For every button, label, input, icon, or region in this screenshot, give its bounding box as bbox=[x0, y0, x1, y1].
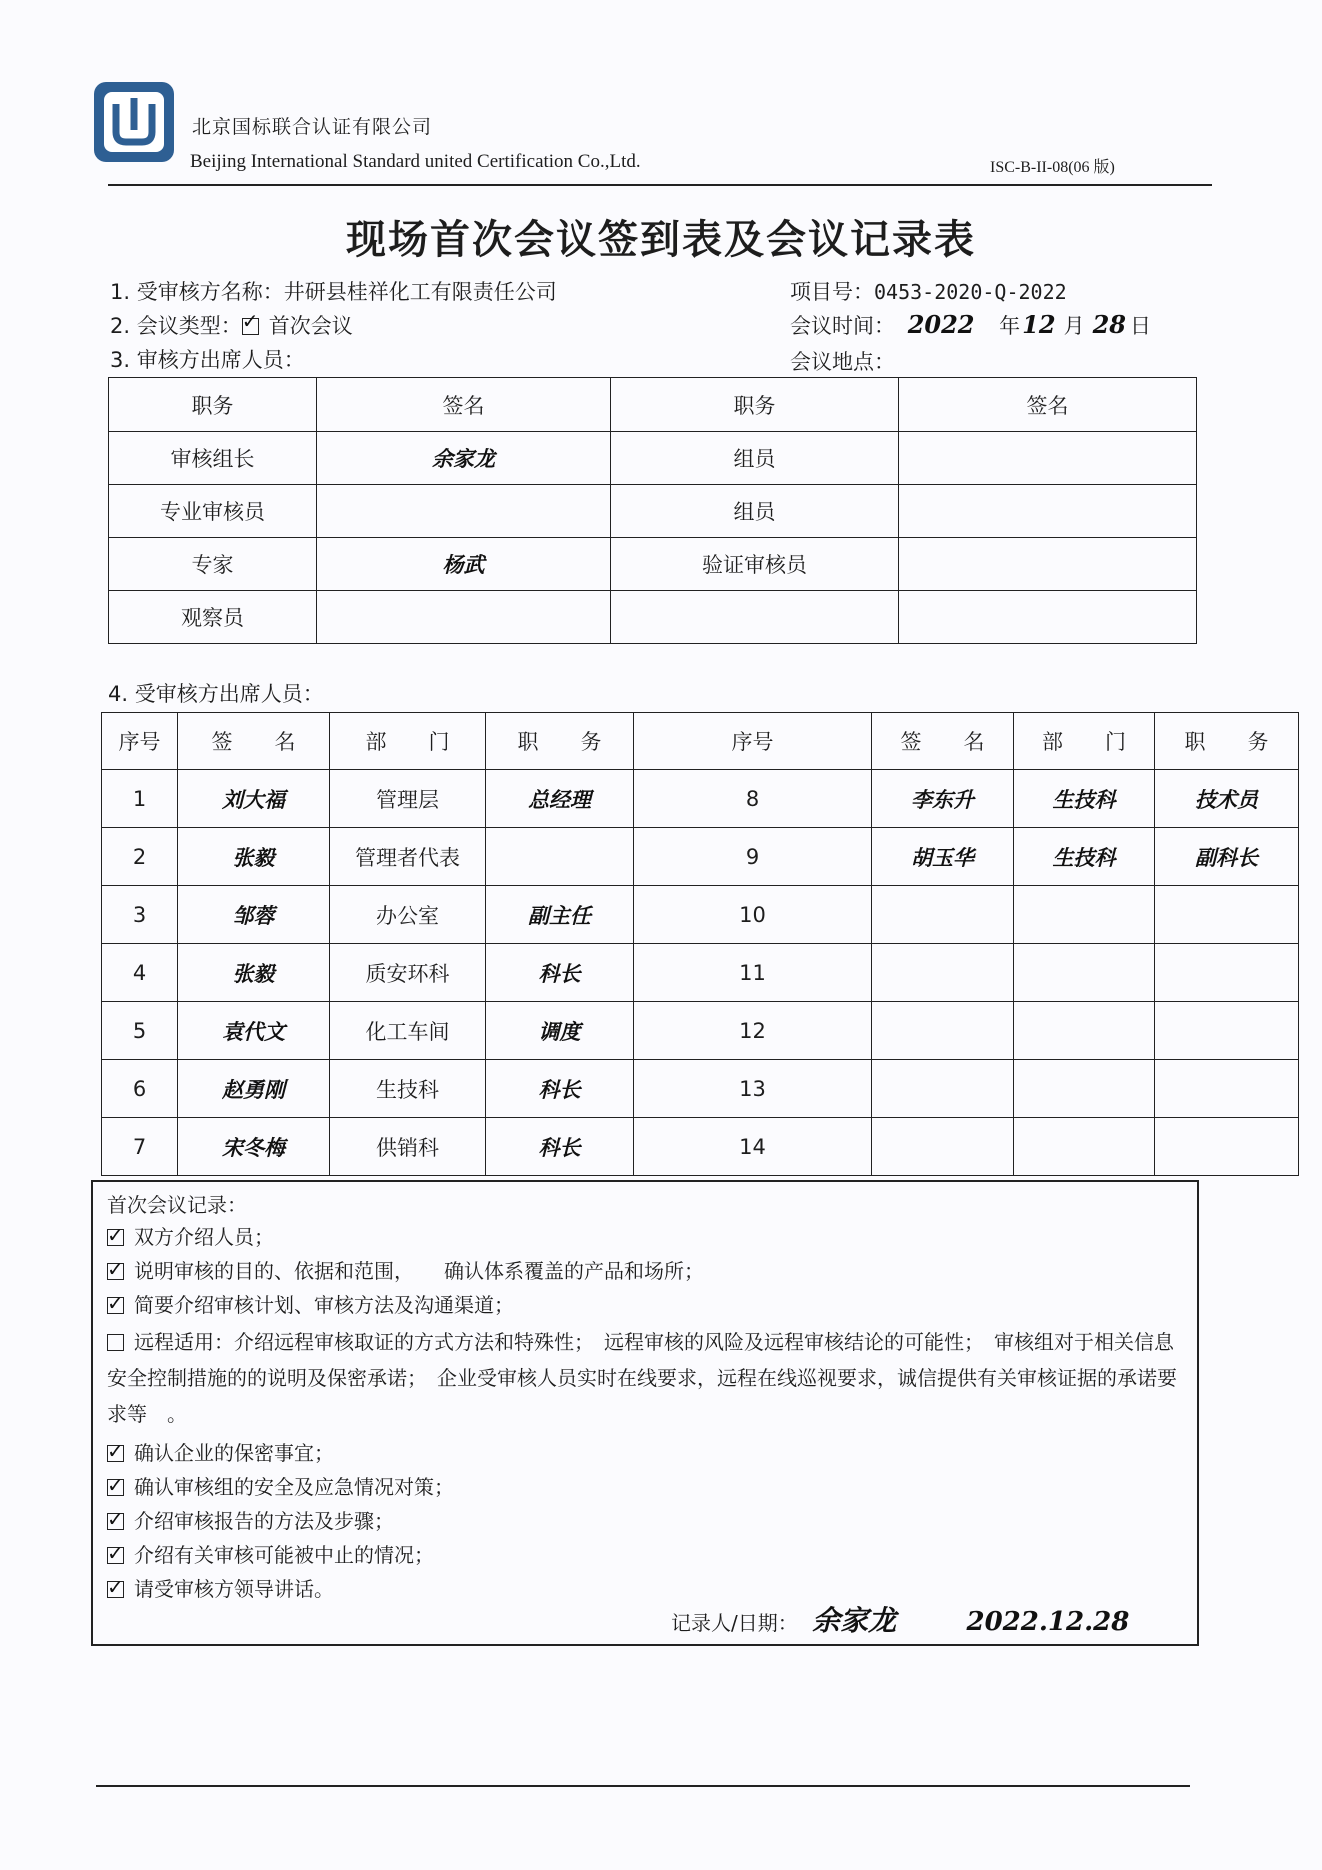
item-text: 请受审核方领导讲话。 bbox=[134, 1577, 334, 1601]
signature-cell[interactable] bbox=[317, 485, 611, 538]
role-cell bbox=[611, 591, 899, 644]
department-cell[interactable]: 生技科 bbox=[1014, 770, 1155, 828]
position-cell[interactable]: 副科长 bbox=[1155, 828, 1299, 886]
number-cell: 12 bbox=[634, 1002, 872, 1060]
year-label: 年 bbox=[999, 314, 1021, 338]
signature-cell[interactable] bbox=[872, 886, 1014, 944]
table-row bbox=[102, 944, 1299, 1002]
position-cell[interactable]: 科长 bbox=[486, 944, 634, 1002]
item-checkbox[interactable] bbox=[107, 1547, 124, 1564]
item-checkbox[interactable] bbox=[107, 1297, 124, 1314]
meeting-day: 28 bbox=[1092, 310, 1126, 339]
position-cell[interactable] bbox=[1155, 1118, 1299, 1176]
auditee-value: 井研县桂祥化工有限责任公司 bbox=[283, 280, 557, 304]
department-cell[interactable] bbox=[1014, 1060, 1155, 1118]
item-text: 确认企业的保密事宜； bbox=[134, 1441, 334, 1465]
number-cell: 7 bbox=[102, 1118, 178, 1176]
department-cell: 化工车间 bbox=[330, 1002, 486, 1060]
table-row bbox=[102, 1002, 1299, 1060]
department-cell[interactable]: 生技科 bbox=[1014, 828, 1155, 886]
role-cell: 组员 bbox=[611, 485, 899, 538]
item-checkbox[interactable] bbox=[107, 1229, 124, 1246]
first-meeting-checkbox[interactable] bbox=[242, 318, 259, 335]
page-title: 现场首次会议签到表及会议记录表 bbox=[346, 217, 976, 263]
position-cell[interactable]: 科长 bbox=[486, 1118, 634, 1176]
department-cell: 管理者代表 bbox=[330, 828, 486, 886]
header-cell: 签 名 bbox=[178, 713, 330, 770]
company-logo bbox=[92, 80, 176, 164]
minutes-item bbox=[107, 1290, 514, 1320]
role-cell: 组员 bbox=[611, 432, 899, 485]
meeting-type-line bbox=[110, 310, 353, 340]
department-cell: 供销科 bbox=[330, 1118, 486, 1176]
table-row bbox=[102, 1118, 1299, 1176]
minutes-heading: 首次会议记录： bbox=[107, 1193, 247, 1217]
minutes-item bbox=[107, 1222, 274, 1252]
header-cell: 职 务 bbox=[486, 713, 634, 770]
item-checkbox[interactable] bbox=[107, 1263, 124, 1280]
signature-cell[interactable]: 袁代文 bbox=[178, 1002, 330, 1060]
position-cell[interactable] bbox=[1155, 1060, 1299, 1118]
meeting-type-label: 2. 会议类型： bbox=[110, 314, 242, 338]
signature-cell[interactable] bbox=[899, 591, 1197, 644]
signature-cell[interactable]: 张毅 bbox=[178, 944, 330, 1002]
meeting-year: 2022 bbox=[907, 310, 975, 339]
position-cell[interactable]: 总经理 bbox=[486, 770, 634, 828]
project-number: 0453-2020-Q-2022 bbox=[874, 280, 1067, 304]
item-text: 介绍有关审核可能被中止的情况； bbox=[134, 1543, 434, 1567]
department-cell[interactable] bbox=[1014, 1002, 1155, 1060]
table-row bbox=[109, 485, 1197, 538]
recorder-date[interactable]: 2022.12.28 bbox=[966, 1607, 1130, 1637]
table-row bbox=[109, 591, 1197, 644]
table-row bbox=[102, 770, 1299, 828]
number-cell: 13 bbox=[634, 1060, 872, 1118]
table-header-row bbox=[109, 378, 1197, 432]
number-cell: 6 bbox=[102, 1060, 178, 1118]
company-name-cn: 北京国标联合认证有限公司 bbox=[192, 116, 433, 138]
auditee-attendees-label: 4. 受审核方出席人员： bbox=[108, 682, 324, 706]
document-code: ISC-B-II-08(06 版) bbox=[990, 159, 1115, 176]
signature-cell[interactable]: 赵勇刚 bbox=[178, 1060, 330, 1118]
minutes-item bbox=[107, 1256, 704, 1286]
number-cell: 2 bbox=[102, 828, 178, 886]
item-checkbox[interactable] bbox=[107, 1581, 124, 1598]
signature-cell[interactable] bbox=[872, 1060, 1014, 1118]
number-cell: 1 bbox=[102, 770, 178, 828]
table-row bbox=[109, 538, 1197, 591]
department-cell: 管理层 bbox=[330, 770, 486, 828]
item-checkbox[interactable] bbox=[107, 1479, 124, 1496]
remote-audit-checkbox[interactable] bbox=[107, 1334, 124, 1351]
minutes-item bbox=[107, 1574, 334, 1604]
position-cell[interactable]: 调度 bbox=[486, 1002, 634, 1060]
department-cell[interactable] bbox=[1014, 1118, 1155, 1176]
header-cell: 序号 bbox=[634, 713, 872, 770]
footer-rule bbox=[96, 1785, 1190, 1787]
position-cell[interactable] bbox=[1155, 944, 1299, 1002]
department-cell[interactable] bbox=[1014, 944, 1155, 1002]
minutes-item bbox=[107, 1472, 454, 1502]
number-cell: 11 bbox=[634, 944, 872, 1002]
role-cell: 专家 bbox=[109, 538, 317, 591]
item-text: 说明审核的目的、依据和范围， 确认体系覆盖的产品和场所； bbox=[134, 1259, 704, 1283]
project-label: 项目号： bbox=[790, 280, 874, 304]
department-cell: 质安环科 bbox=[330, 944, 486, 1002]
header-cell: 签 名 bbox=[872, 713, 1014, 770]
number-cell: 14 bbox=[634, 1118, 872, 1176]
recorder-signature[interactable]: 余家龙 bbox=[812, 1604, 897, 1637]
table-header-row bbox=[102, 713, 1299, 770]
item-checkbox[interactable] bbox=[107, 1445, 124, 1462]
number-cell: 4 bbox=[102, 944, 178, 1002]
position-cell[interactable] bbox=[1155, 886, 1299, 944]
position-cell[interactable] bbox=[486, 828, 634, 886]
position-cell[interactable] bbox=[1155, 1002, 1299, 1060]
company-name-en: Beijing International Standard united Certification Co.,Ltd. bbox=[190, 151, 641, 172]
header-cell: 签名 bbox=[899, 378, 1197, 432]
auditor-attendance-table bbox=[108, 377, 1197, 644]
project-line bbox=[790, 276, 1067, 306]
signature-cell[interactable]: 刘大福 bbox=[178, 770, 330, 828]
signature-cell[interactable] bbox=[872, 1118, 1014, 1176]
meeting-time-label: 会议时间： bbox=[790, 314, 895, 338]
auditee-name-line bbox=[110, 276, 557, 306]
recorder-label: 记录人/日期： bbox=[671, 1611, 798, 1635]
item-checkbox[interactable] bbox=[107, 1513, 124, 1530]
signature-cell[interactable] bbox=[899, 485, 1197, 538]
table-row bbox=[102, 828, 1299, 886]
minutes-item bbox=[107, 1540, 434, 1570]
table-row bbox=[109, 432, 1197, 485]
table-row bbox=[102, 886, 1299, 944]
number-cell: 8 bbox=[634, 770, 872, 828]
signature-cell[interactable] bbox=[872, 1002, 1014, 1060]
month-label: 月 bbox=[1063, 314, 1085, 338]
header-cell: 职务 bbox=[109, 378, 317, 432]
department-cell: 生技科 bbox=[330, 1060, 486, 1118]
position-cell[interactable]: 副主任 bbox=[486, 886, 634, 944]
position-cell[interactable]: 技术员 bbox=[1155, 770, 1299, 828]
header-rule bbox=[108, 184, 1212, 186]
signature-cell[interactable] bbox=[899, 432, 1197, 485]
auditor-attendees-label: 3. 审核方出席人员： bbox=[110, 348, 305, 372]
role-cell: 专业审核员 bbox=[109, 485, 317, 538]
signature-cell[interactable] bbox=[899, 538, 1197, 591]
meeting-time-line bbox=[790, 310, 1151, 340]
header-cell: 序号 bbox=[102, 713, 178, 770]
header-cell: 签名 bbox=[317, 378, 611, 432]
remote-audit-text: 远程适用：介绍远程审核取证的方式方法和特殊性； 远程审核的风险及远程审核结论的可能性； 审核组对于相关信息安全控制措施的的说明及保密承诺； 企业受审核人员实时在线要求，远程在线巡视要求，诚信提供有关审核证据的承诺要求等 。 bbox=[107, 1330, 1177, 1426]
signature-cell[interactable]: 宋冬梅 bbox=[178, 1118, 330, 1176]
number-cell: 5 bbox=[102, 1002, 178, 1060]
auditee-label: 1. 受审核方名称： bbox=[110, 280, 284, 304]
signature-cell[interactable]: 邹蓉 bbox=[178, 886, 330, 944]
number-cell: 9 bbox=[634, 828, 872, 886]
header-cell: 职 务 bbox=[1155, 713, 1299, 770]
signature-cell[interactable] bbox=[317, 591, 611, 644]
item-text: 确认审核组的安全及应急情况对策； bbox=[134, 1475, 454, 1499]
position-cell[interactable]: 科长 bbox=[486, 1060, 634, 1118]
header-cell: 部 门 bbox=[1014, 713, 1155, 770]
auditee-attendance-table bbox=[101, 712, 1299, 1176]
signature-cell[interactable]: 杨武 bbox=[317, 538, 611, 591]
remote-audit-item bbox=[107, 1324, 1185, 1432]
signature-cell[interactable]: 余家龙 bbox=[317, 432, 611, 485]
department-cell[interactable] bbox=[1014, 886, 1155, 944]
recorder-line bbox=[671, 1602, 1129, 1642]
meeting-type-value: 首次会议 bbox=[268, 314, 353, 338]
item-text: 双方介绍人员； bbox=[134, 1225, 274, 1249]
role-cell: 审核组长 bbox=[109, 432, 317, 485]
minutes-item bbox=[107, 1506, 394, 1536]
table-row bbox=[102, 1060, 1299, 1118]
signature-cell[interactable]: 李东升 bbox=[872, 770, 1014, 828]
item-text: 介绍审核报告的方法及步骤； bbox=[134, 1509, 394, 1533]
role-cell: 观察员 bbox=[109, 591, 317, 644]
item-text: 简要介绍审核计划、审核方法及沟通渠道； bbox=[134, 1293, 514, 1317]
department-cell: 办公室 bbox=[330, 886, 486, 944]
header-cell: 部 门 bbox=[330, 713, 486, 770]
role-cell: 验证审核员 bbox=[611, 538, 899, 591]
number-cell: 3 bbox=[102, 886, 178, 944]
meeting-place-label: 会议地点： bbox=[790, 350, 895, 374]
number-cell: 10 bbox=[634, 886, 872, 944]
meeting-month: 12 bbox=[1022, 310, 1056, 339]
header-cell: 职务 bbox=[611, 378, 899, 432]
signature-cell[interactable]: 张毅 bbox=[178, 828, 330, 886]
meeting-minutes-box bbox=[91, 1180, 1199, 1646]
day-label: 日 bbox=[1129, 314, 1151, 338]
minutes-item bbox=[107, 1438, 334, 1468]
signature-cell[interactable] bbox=[872, 944, 1014, 1002]
signature-cell[interactable]: 胡玉华 bbox=[872, 828, 1014, 886]
